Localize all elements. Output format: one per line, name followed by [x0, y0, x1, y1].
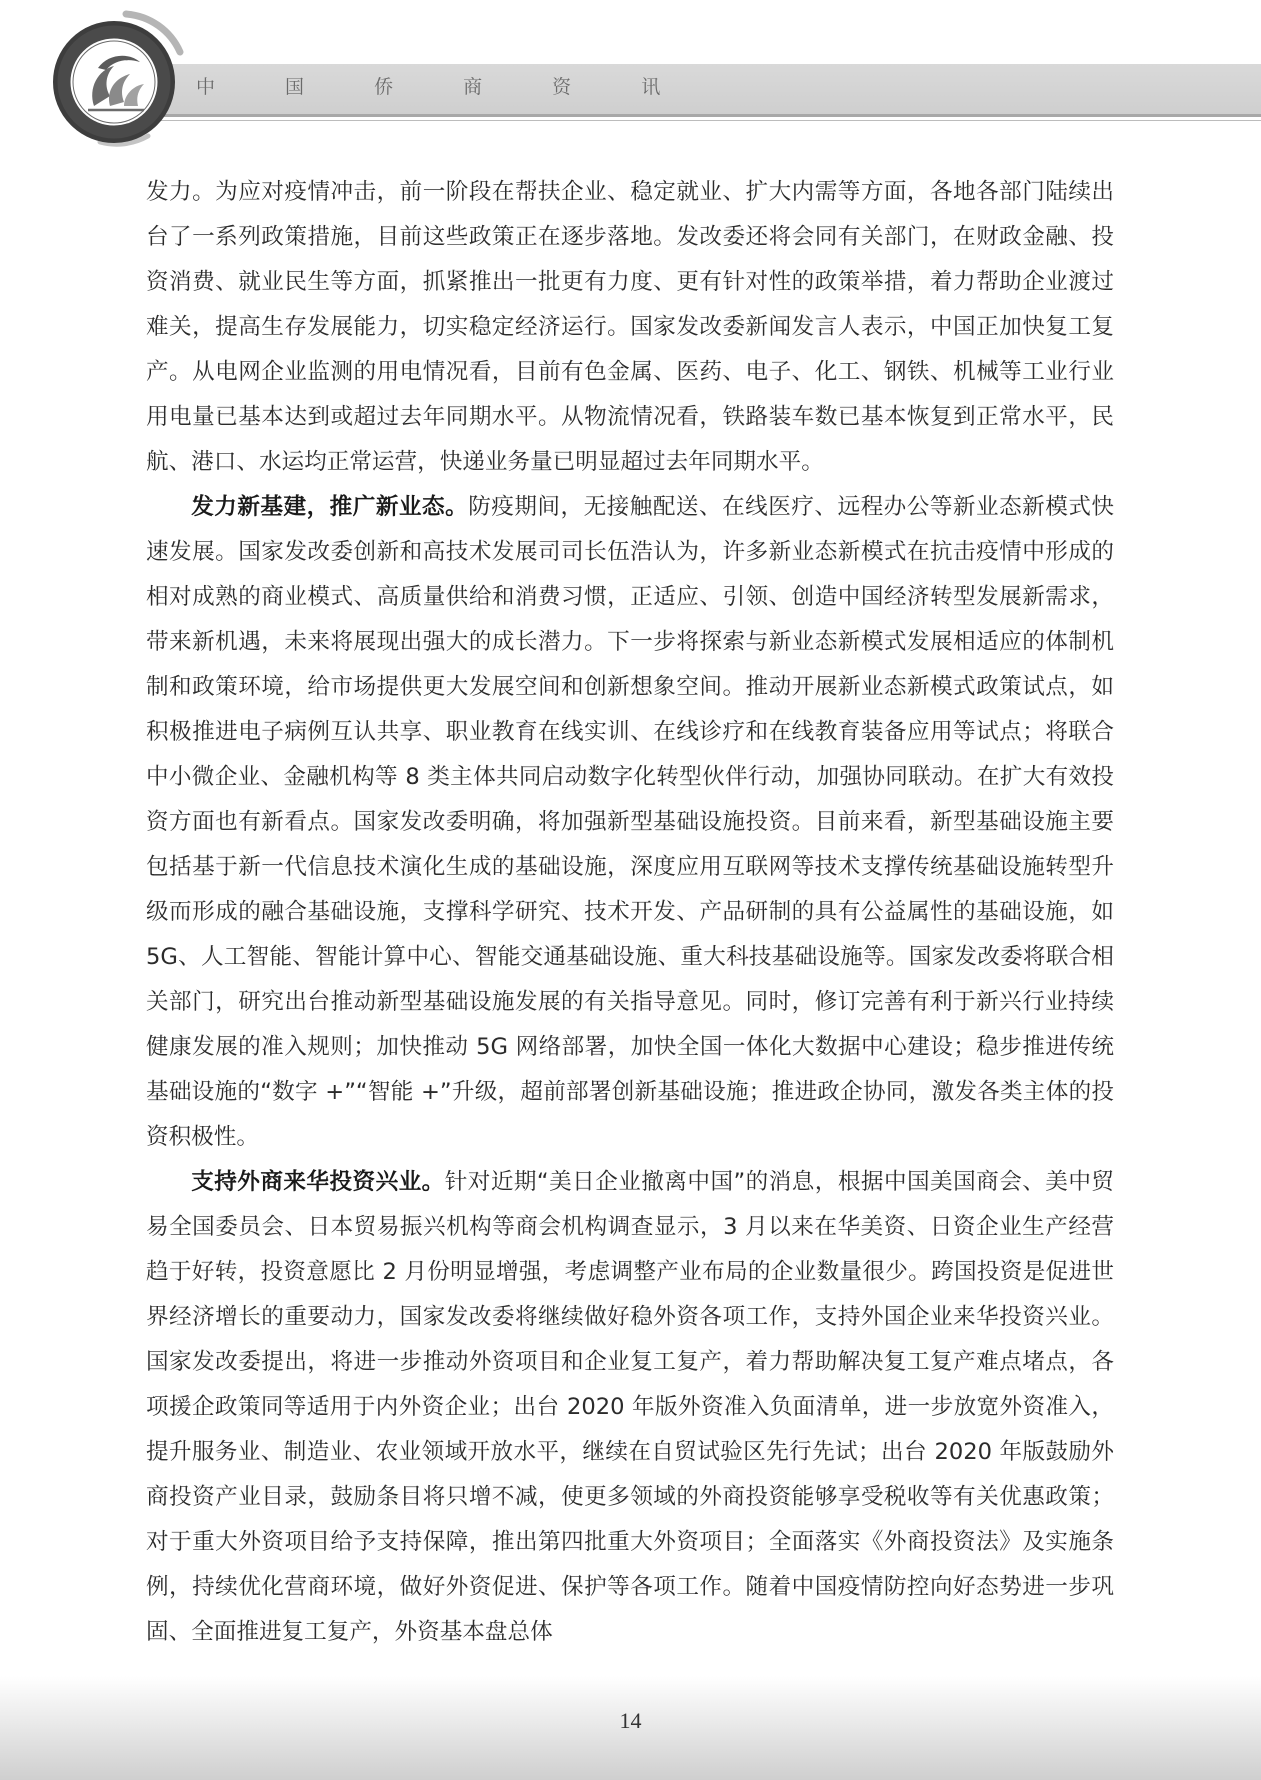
page-number: 14: [619, 1708, 642, 1733]
paragraph-continued: [146, 170, 1114, 485]
paragraph-foreign-investment: [146, 1160, 1114, 1655]
magazine-title: 中 国 侨 商 资 讯: [196, 76, 693, 98]
paragraph-3-lead: 支持外商来华投资兴业。: [191, 1169, 445, 1195]
paragraph-3-text: 针对近期“美日企业撤离中国”的消息，根据中国美国商会、美中贸易全国委员会、日本贸易振兴机构等商会机构调查显示，3 月以来在华美资、日资企业生产经营趋于好转，投资意愿比 2 月份明显增强，考虑调整产业布局的企业数量很少。跨国投资是促进世界经济增长的重要动力，国家发改委将继续做好稳外资各项工作，支持外国企业来华投资兴业。国家发改委提出，将进一步推动外资项目和企业复工复产，着力帮助解决复工复产难点堵点，各项援企政策同等适用于内外资企业；出台 2020 年版外资准入负面清单，进一步放宽外资准入，提升服务业、制造业、农业领域开放水平，继续在自贸试验区先行先试；出台 2020 年版鼓励外商投资产业目录，鼓励条目将只增不减，使更多领域的外商投资能够享受税收等有关优惠政策；对于重大外资项目给予支持保障，推出第四批重大外资项目；全面落实《外商投资法》及实施条例，持续优化营商环境，做好外资促进、保护等各项工作。随着中国疫情防控向好态势进一步巩固、全面推进复工复产，外资基本盘总体: [146, 1169, 1114, 1645]
paragraph-2-lead: 发力新基建，推广新业态。: [191, 494, 469, 520]
paragraph-2-text: 防疫期间，无接触配送、在线医疗、远程办公等新业态新模式快速发展。国家发改委创新和高技术发展司司长伍浩认为，许多新业态新模式在抗击疫情中形成的相对成熟的商业模式、高质量供给和消费习惯，正适应、引领、创造中国经济转型发展新需求，带来新机遇，未来将展现出强大的成长潜力。下一步将探索与新业态新模式发展相适应的体制机制和政策环境，给市场提供更大发展空间和创新想象空间。推动开展新业态新模式政策试点，如积极推进电子病例互认共享、职业教育在线实训、在线诊疗和在线教育装备应用等试点；将联合中小微企业、金融机构等 8 类主体共同启动数字化转型伙伴行动，加强协同联动。在扩大有效投资方面也有新看点。国家发改委明确，将加强新型基础设施投资。目前来看，新型基础设施主要包括基于新一代信息技术演化生成的基础设施，深度应用互联网等技术支撑传统基础设施转型升级而形成的融合基础设施，支撑科学研究、技术开发、产品研制的具有公益属性的基础设施，如 5G、人工智能、智能计算中心、智能交通基础设施、重大科技基础设施等。国家发改委将联合相关部门，研究出台推动新型基础设施发展的有关指导意见。同时，修订完善有利于新兴行业持续健康发展的准入规则；加快推动 5G 网络部署，加快全国一体化大数据中心建设；稳步推进传统基础设施的“数字 +”“智能 +”升级，超前部署创新基础设施；推进政企协同，激发各类主体的投资积极性。: [146, 494, 1115, 1150]
paragraph-1-text: 发力。为应对疫情冲击，前一阶段在帮扶企业、稳定就业、扩大内需等方面，各地各部门陆续出台了一系列政策措施，目前这些政策正在逐步落地。发改委还将会同有关部门，在财政金融、投资消费、就业民生等方面，抓紧推出一批更有力度、更有针对性的政策举措，着力帮助企业渡过难关，提高生存发展能力，切实稳定经济运行。国家发改委新闻发言人表示，中国正加快复工复产。从电网企业监测的用电情况看，目前有色金属、医药、电子、化工、钢铁、机械等工业行业用电量已基本达到或超过去年同期水平。从物流情况看，铁路装车数已基本恢复到正常水平，民航、港口、水运均正常运营，快递业务量已明显超过去年同期水平。: [146, 179, 1114, 475]
header-band-shadow: [150, 114, 1261, 117]
paragraph-new-infrastructure: [146, 485, 1114, 1160]
header-divider: [150, 120, 1261, 121]
federation-emblem-icon: [48, 8, 190, 150]
article-body: [146, 170, 1114, 1655]
